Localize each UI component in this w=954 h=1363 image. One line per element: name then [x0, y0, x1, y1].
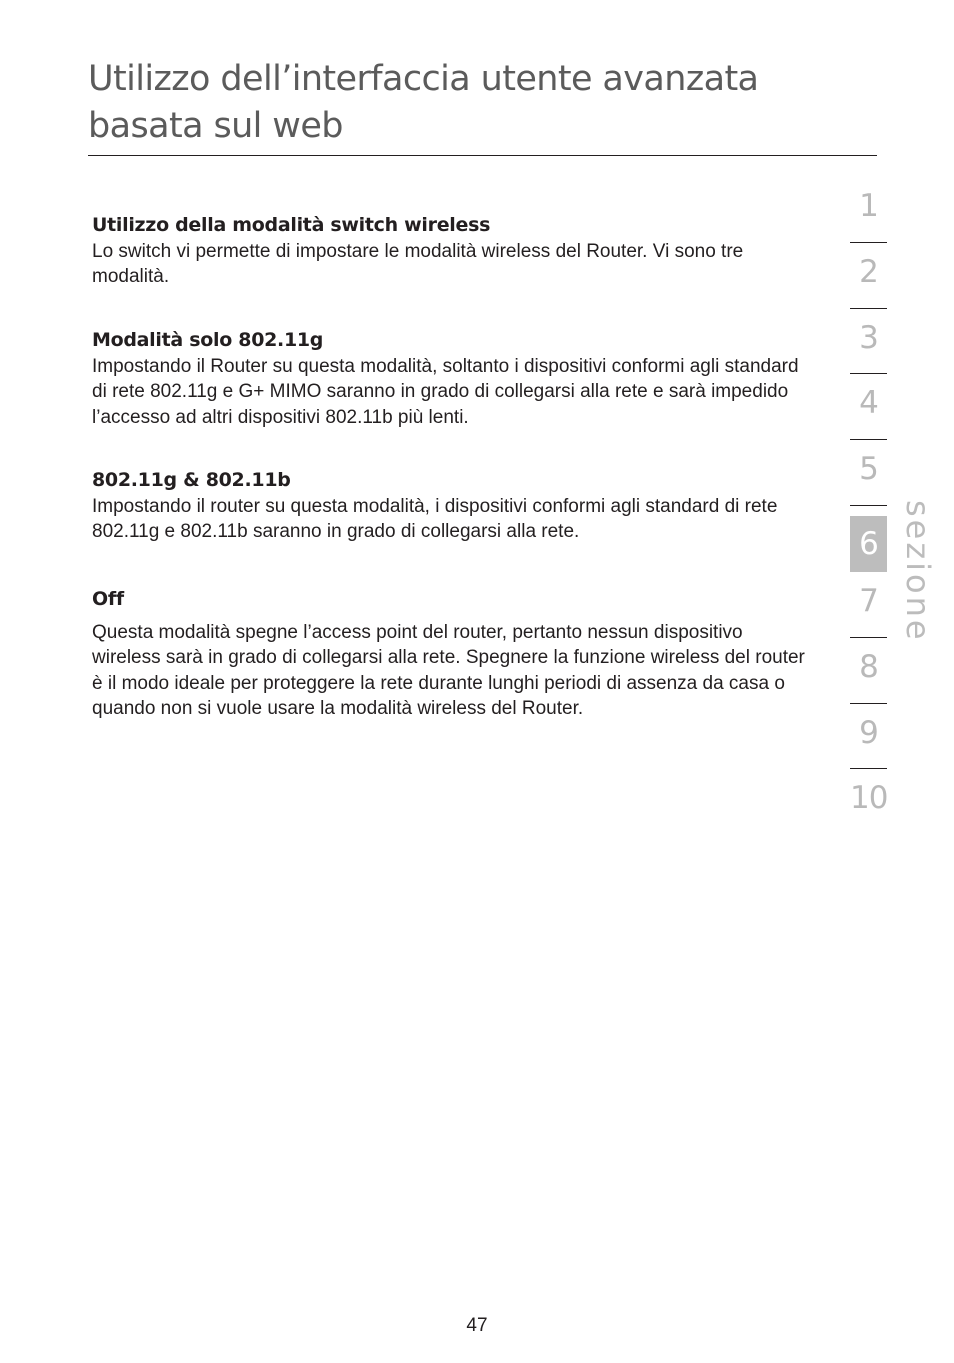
chapter-tab-1[interactable]: 1 [850, 177, 887, 243]
section-body: Impostando il Router su questa modalità, soltanto i dispositivi conformi agli standard di rete 802.11g e G+ MIMO saranno in grado di collegarsi alla rete e sarà impedido l’accesso ad altri dispositivi 802.11b più lenti. [92, 356, 799, 428]
chapter-tab-9[interactable]: 9 [850, 704, 887, 770]
chapter-tab-4[interactable]: 4 [850, 374, 887, 440]
chapter-nav [850, 177, 887, 835]
page-title: Utilizzo dell’interfaccia utente avanzata basata sul web [88, 59, 759, 146]
chapter-tab-6-active[interactable]: 6 [850, 516, 887, 572]
chapter-tab-2[interactable]: 2 [850, 243, 887, 309]
chapter-tab-8[interactable]: 8 [850, 638, 887, 704]
section-body: Lo switch vi permette di impostare le modalità wireless del Router. Vi sono tre modalità. [92, 241, 744, 288]
section-802-11g-only [92, 326, 812, 430]
section-switch-wireless [92, 211, 812, 290]
section-802-11g-and-b [92, 466, 812, 545]
section-body: Impostando il router su questa modalità, i dispositivi conformi agli standard di rete 802.11g e 802.11b saranno in grado di collegarsi alla rete. [92, 496, 778, 543]
section-off [92, 585, 812, 722]
section-side-label: sezione [899, 500, 937, 643]
chapter-tab-10[interactable]: 10 [850, 780, 888, 817]
section-heading: 802.11g & 802.11b [92, 469, 291, 491]
page-number: 47 [466, 1315, 488, 1336]
chapter-tab-5[interactable]: 5 [850, 440, 887, 506]
section-heading: Modalità solo 802.11g [92, 329, 324, 351]
section-heading: Off [92, 588, 124, 610]
title-divider [88, 155, 877, 156]
section-heading: Utilizzo della modalità switch wireless [92, 214, 491, 236]
section-body: Questa modalità spegne l’access point del router, pertanto nessun dispositivo wireless sarà in grado di collegarsi alla rete. Spegnere la funzione wireless del router è il modo ideale per proteggere la rete durante lunghi periodi di assenza da casa o quando non si vuole usare la modalità wireless del Router. [92, 622, 805, 720]
chapter-tab-3[interactable]: 3 [850, 309, 887, 375]
chapter-tab-7[interactable]: 7 [850, 572, 887, 638]
